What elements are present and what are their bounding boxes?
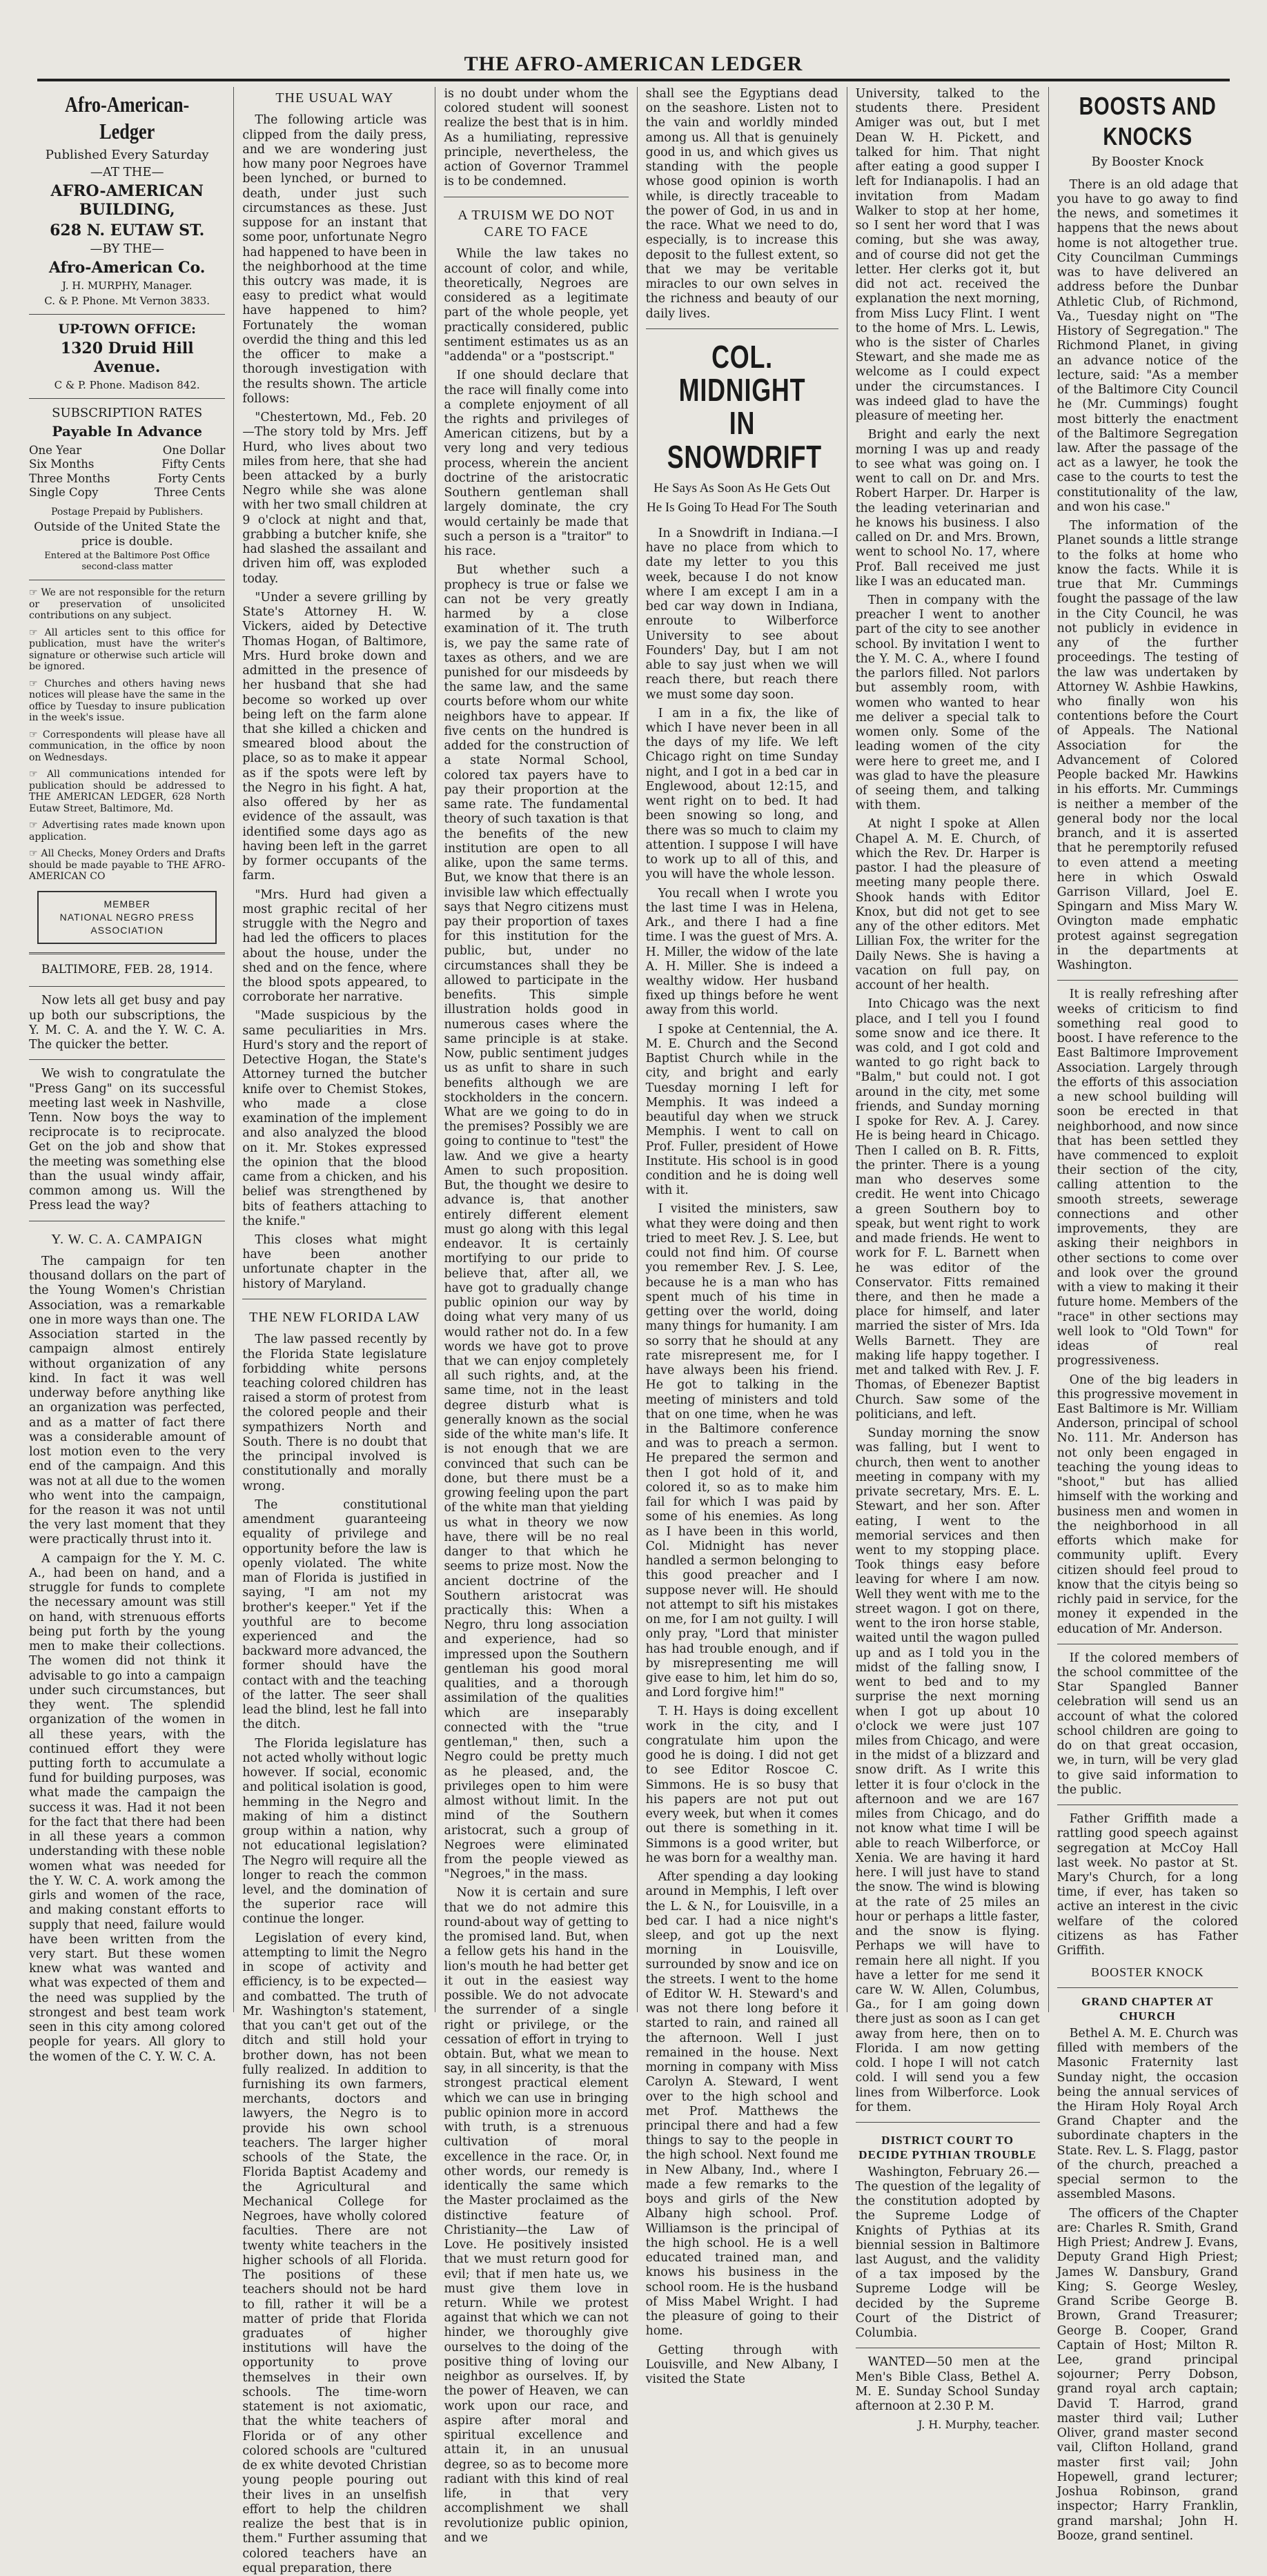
florida-para: The law passed recently by the Florida State legislature forbidding white persons teaching colored children has raised a storm of protest from the colored people and their sympathizers North and South. There is no doubt that the principal involved is constitutionally and morally wrong. <box>242 1333 427 1493</box>
florida-title: THE NEW FLORIDA LAW <box>249 1309 420 1325</box>
grand-chapter-title: GRAND CHAPTER AT CHURCH <box>1081 1995 1214 2023</box>
publisher-box <box>29 91 225 440</box>
notice-item: ☞ All communications intended for publication should be addressed to THE AMERICAN LEDGER, 628 North Eutaw Street, Baltimore, Md. <box>29 769 226 814</box>
truism-continued: shall see the Egyptians dead on the seashore. Listen not to the vain and worldly minded among us. All that is genuinely good in us, and which gives us standing with the people whose good opinion is worth while, is directly traceable to the power of God, in us and in the race. What we need to do, especially, is to increase this deposit to the fullest extent, so that we may be veritable miracles to our own selves in the richness and beauty of our daily lives. <box>645 87 838 321</box>
press-association-box: MEMBER NATIONAL NEGRO PRESS ASSOCIATION <box>37 891 217 944</box>
midnight-para: Then in company with the preacher I went to another part of the city to see another school. By invitation I went to the Y. M. C. A., where I found the parlors filled. Not parlors but assembly room, with women who wanted to hear me deliver a special talk to women only. Some of the leading women of the city were here to greet me, and I was glad to have the pleasure of seeing them, and talking with them. <box>855 593 1040 813</box>
boosts-para: It is really refreshing after weeks of criticism to find something real good to boost. I have reference to the East Baltimore Improvement Association. Largely through the efforts of this association a new school building will soon be erected in that neighborhood, and now since that has been settled they have commenced to exploit their section of the city, calling attention to the smooth streets, sewerage connections and other improvements, they are asking their neighbors in other sections to come over and look over the ground with a view to making it their future home. Members of the "race" in other sections may well look to "Old Town" for ideas of real progressiveness. <box>1057 987 1238 1368</box>
column-3 <box>435 87 637 2545</box>
chapter-para: Bethel A. M. E. Church was filled with members of the Masonic Fraternity last Sunday night, the occasion being the annual services of the Hiram Holy Royal Arch Grand Chapter and the subordinate chapters in the State. Rev. L. S. Flagg, pastor of the church, preached a special sermon to the assembled Masons. <box>1057 2026 1238 2202</box>
uptown-label: UP-TOWN OFFICE: <box>58 321 196 337</box>
notice-item: ☞ Advertising rates made known upon application. <box>29 820 226 843</box>
truism-para: But whether such a prophecy is true or false we can not be very greatly harmed by a close examination of it. The truth is, we pay the same rate of taxes as others, and we are punished for our misdeeds by the same law, and the same courts before whom our white neighbors have to appear. If five cents on the hundred is added for the construction of a state Normal School, colored tax payers have to pay their proportion at the same rate. The fundamental theory of such taxation is that the benefits of the new institution are open to all alike, upon the same terms. But, we know that there is an invisible law which effectually says that Negro citizens must pay their proportion of taxes for this institution for the public, but, under no circumstances shall they be allowed to participate in the benefits. This simple illustration holds good in numerous cases where the same principle is at stake. Now, public sentiment judges us as unfit to share in such benefits although we are stockholders in the concern. What are we going to do in the premises? Possibly we are going to continue to "test" the law. And we give a hearty Amen to such proposition. But, the thought we desire to advance is, that another entirely different element must go along with this legal endeavor. It is certainly mortifying to our pride to believe that, after all, we have got to gradually change public opinion our way by doing what very many of us would rather not do. In a few words we have got to prove that we can enjoy completely all such rights, and, at the same time, not in the least degree disturb what is generally known as the social side of the white man's life. It is not enough that we are convinced that such can be done, but there must be a growing feeling upon the part of the white man that yielding us what in theory we now have, there will be no real danger to that which he seems to prize most. Now the ancient doctrine of the Southern aristocrat was practically this: When a Negro, thru long association and experience, had so impressed upon the Southern gentleman his good moral qualities, and a thorough assimilation of the qualities which are inseparably connected with the "true gentleman," then, such a Negro could be pretty much as he pleased, and, the privileges open to him were almost without limit. In the mind of the Southern aristocrat, such a group of Negroes were eliminated from the people viewed as "Negroes," in the mass. <box>444 563 629 1882</box>
street-line: 628 N. EUTAW ST. <box>50 221 205 239</box>
rates-table <box>29 444 225 500</box>
florida-continued: is no doubt under whom the colored student will soonest realize the best that is in him. As a humiliating, repressive principle, nevertheless, the action of Governor Trammel is to be condemned. <box>444 87 629 189</box>
notice-item: ☞ All Checks, Money Orders and Drafts should be made payable to THE AFRO-AMERICAN CO <box>29 848 226 883</box>
midnight-title: COL. MIDNIGHT IN SNOWDRIFT <box>667 338 822 475</box>
pointing-hand-icon: ☞ <box>29 627 45 638</box>
masthead <box>37 28 1230 81</box>
midnight-subtitle: He Says As Soon As He Gets Out He Is Going To Head For The South <box>647 480 838 515</box>
florida-para: The Florida legislature has not acted wholly without logic however. If social, economic and political isolation is good, hemming in the Negro and making of him a distinct group within a nation, why not educational legislation? The Negro will require all the longer to reach the common level, and the domination of the superior race will continue the longer. <box>242 1736 427 1927</box>
building-line: AFRO-AMERICAN BUILDING, <box>50 181 204 219</box>
by-line: —BY THE— <box>90 242 164 257</box>
phone-line: C. & P. Phone. Mt Vernon 3833. <box>44 294 210 307</box>
chapter-para: The officers of the Chapter are: Charles R. Smith, Grand High Priest; Andrew J. Evans, Deputy Grand High Priest; James W. Dansbury, Grand King; S. George Wesley, Grand Scribe George B. Brown, Grand Treasurer; George B. Cooper, Grand Captain of Host; Milton R. Lee, grand principal sojourner; Perry Dobson, grand royal arch captain; David T. Harrod, grand master third vail; Luther Oliver, grand master second vail, Clifton Holland, grand master first vail; John Hopewell, grand lecturer; Joshua Robinson, grand inspector; Harry Franklin, grand marshal; John H. Booze, grand sentinel. <box>1057 2206 1238 2543</box>
pointing-hand-icon: ☞ <box>29 587 41 599</box>
editorial-para: Now lets all get busy and pay up both our subscriptions, the Y. M. C. A. and the Y. W. C. A. The quicker the better. <box>29 994 226 1052</box>
rate-row: Six Months Fifty Cents <box>29 458 226 471</box>
midnight-para: In a Snowdrift in Indiana.—I have no place from which to date my letter to you this week, because I do not know where I am except I am in a bed car way down in Indiana, enroute to Wilberforce University to see about Founders' Day, but I am not able to say just when we will reach there, but reach there we must some day soon. <box>645 526 838 702</box>
manager-line: J. H. MURPHY, Manager. <box>61 279 193 293</box>
florida-para: Legislation of every kind, attempting to limit the Negro in scope of activity and efficiency, is to be expected—and combatted. The truth of Mr. Washington's statement, that you can't get out of the ditch and still hold your brother down, has not been fully realized. In addition to furnishing its own farmers, merchants, doctors and lawyers, the Negro is to provide his own school teachers. The larger higher schools of the State, the Florida Baptist Academy and the Agricultural and Mechanical College for Negroes, have wholly colored faculties. There are not twenty white teachers in the higher schools of all Florida. The positions of these teachers should not be hard to fill, rather it will be a matter of pride that Florida graduates of higher institutions will have the opportunity to prove themselves in their own schools. The time-worn statement is not axiomatic, that the white teachers of Florida or of any other colored schools are "cultured de ex white devoted Christian young people pouring out their lives in an unselfish effort to help the children realize the best that is in them." Further assuming that colored teachers have an equal preparation, there <box>242 1931 427 2575</box>
midnight-para: T. H. Hays is doing excellent work in the city, and I congratulate him upon the good he is doing. I did not get to see Editor Roscoe C. Simmons. He is so busy that his papers are not put out every week, but when it comes out there is something in it. Simmons is a good writer, but he was born for a wealthy man. <box>645 1704 838 1865</box>
ywca-para: The campaign for ten thousand dollars on the part of the Young Women's Christian Association, was a remarkable one in more ways than one. The Association started in the campaign almost entirely without organization of any kind. In fact it was well underway before anything like an organization was perfected, and as a matter of fact there was a considerable amount of lost motion even to the very end of the campaign. And this was not at all due to the women who went into the campaign, for the reason it was not until the very last moment that they were practically thrust into it. <box>29 1255 226 1547</box>
usual-way-para: "Under a severe grilling by State's Attorney H. W. Vickers, aided by Detective Thomas Hogan, of Baltimore, Mrs. Hurd broke down and admitted in the presence of her husband that she had become so worked up over being left on the farm alone that she killed a chicken and smeared blood about the place, so as to make it appear as if the spots were left by the Negro in his fight. A hat, also offered by her as evidence of the assault, was identified some days ago as having been left in the garret by former occupants of the farm. <box>242 590 427 883</box>
published-line: Published Every Saturday <box>45 148 209 163</box>
columns <box>21 87 1246 2575</box>
midnight-para: Getting through with Louisville, and New Albany, I visited the State <box>645 2343 838 2386</box>
uptown-address: 1320 Druid Hill Avenue. <box>60 340 194 376</box>
usual-way-title: THE USUAL WAY <box>275 90 394 106</box>
notice-item: ☞ We are not responsible for the return or preservation of unsolicited contributions on any subject. <box>29 587 226 622</box>
masthead-title: THE AFRO-AMERICAN LEDGER <box>464 52 803 75</box>
pythian-para: Washington, February 26.—The question of the legality of the constitution adopted by the Supreme Lodge of Knights of Pythias at its biennial session in Baltimore last August, and the validity of a tax imposed by the Supreme Lodge will be decided by the Supreme Court of the District of Columbia. <box>855 2165 1040 2341</box>
notice-item: ☞ Correspondents will please have all communication, in the office by noon on Wednesdays. <box>29 729 226 763</box>
midnight-para: I am in a fix, the like of which I have never been in all the days of my life. We left Chicago right on time Sunday night, and I got in a bed car in Englewood, about 12:15, and went right on to bed. It had been snowing so long, and there was so much to claim my attention. I suppose I will have to work up to all of this, and you will have the whole lesson. <box>645 706 838 882</box>
pointing-hand-icon: ☞ <box>29 848 41 860</box>
column-4 <box>638 87 847 2386</box>
ywca-para: A campaign for the Y. M. C. A., had been on hand, and a struggle for funds to complete the necessary amount was still on hand, with strenuous efforts being put forth by the young men to make their collections. The women did not think it advisable to go into a campaign under such circumstances, but they went. The splendid organization of the women in all these years, with the continued effort they were putting forth to accumulate a fund for building purposes, was what made the campaign the success it was. Had it not been for the fact that there had been in all these years a common understanding with these noble women what was needed for the Y. W. C. A. work among the girls and women of the race, and making constant efforts to supply that need, failure would have been written from the very start. But these women knew what was wanted and what was expected of them and the need was supplied by the strongest and best team work seen in this city among colored people for years. All glory to the women of the C. Y. W. C. A. <box>29 1551 226 2064</box>
publisher-name: Afro-American-Ledger <box>65 92 190 144</box>
midnight-para: You recall when I wrote you the last time I was in Helena, Ark., and there I had a fine time. I was the guest of Mrs. A. H. Miller, the widow of the late A. H. Miller. She is indeed a wealthy widow. Her husband fixed up things before he went away from this world. <box>645 886 838 1018</box>
company-line: Afro-American Co. <box>48 259 206 277</box>
subscription-label: SUBSCRIPTION RATES <box>52 405 203 420</box>
wanted-notice: WANTED—50 men at the Men's Bible Class, Bethel A. M. E. Sunday School Sunday afternoon at 2.30 P. M. <box>855 2355 1040 2414</box>
notice-item: ☞ Churches and others having news notices will please have the same in the office by Tuesday to insure publication in the week's issue. <box>29 678 226 724</box>
midnight-para: I visited the ministers, saw what they were doing and then tried to meet Rev. J. S. Lee, but could not find him. Of course you remember Rev. J. S. Lee, because he is a man who has spent much of his time in getting over the world, doing many things for humanity. I am so sorry that he should at any rate misrepresent me, for I have always been his friend. He got to talking in the meeting of ministers and told that on one time, when he was in the Baltimore conference and was to preach a sermon. He prepared the sermon and then I got hold of it, and colored it, so as to make him fail for which I was paid by some of his enemies. As long as I have been in this world, Col. Midnight has never handled a sermon belonging to this good preacher and I suppose never will. He should not attempt to sift his mistakes on me, for I am not guilty. I will only pray, "Lord that minister has had trouble enough, and if by misrepresenting me will give ease to him, let him do so, and Lord forgive him!" <box>645 1202 838 1700</box>
rate-row: Single Copy Three Cents <box>29 485 226 499</box>
column-6 <box>1049 87 1246 2543</box>
pointing-hand-icon: ☞ <box>29 729 43 740</box>
pointing-hand-icon: ☞ <box>29 769 47 780</box>
midnight-para: Into Chicago was the next place, and I tell you I found some snow and ice there. It was cold, and I got cold and wanted to go right back to "Balm," but could not. I got around in the city, met some friends, and Sunday morning I spoke for Rev. A. J. Carey. He is being heard in Chicago. Then I called on B. R. Fitts, the printer. There is a young man who deserves some credit. He went into Chicago a green Southern boy to speak, but went right to work and made friends. He went to work for F. L. Barnett when he was editor of the Conservator. Fitts remained there, and then he made a place for himself, and later married the sister of Mrs. Ida Wells Barnett. They are making life happy together. I met and talked with Rev. J. F. Thomas, of Ebenezer Baptist Church. Saw some of the politicians, and left. <box>855 997 1040 1422</box>
pointing-hand-icon: ☞ <box>29 820 43 832</box>
midnight-para: After spending a day looking around in Memphis, I left over the L. & N., for Louisville, in a bed car. I had a nice night's sleep, and got up the next morning in Louisville, surrounded by snow and ice on the streets. I went to the home of Editor W. H. Steward's and was not there long before it started to rain, and rained all the afternoon. Well I just remained in the house. Next morning in company with Miss Carolyn A. Steward, I went over to the high school and met Prof. Matthews the principal there and had a few things to say to the people in the high school. Next found me in New Albany, Ind., where I made a few remarks to the boys and girls of the New Albany high school. Prof. Williamson is the principal of the high school. He is a well educated trained man, and knows his business in the school room. He is the husband of Miss Mabel Wright. I had the pleasure of going to their home. <box>645 1870 838 2339</box>
booster-knock-signoff: BOOSTER KNOCK <box>1091 1965 1204 1980</box>
payable-line: Payable In Advance <box>52 422 203 440</box>
outside-line: Outside of the United State the price is double. <box>34 520 221 549</box>
ywca-title: Y. W. C. A. CAMPAIGN <box>51 1231 204 1247</box>
midnight-continued: University, talked to the students there. President Amiger was out, but I met Dean W. H. Pickett, and talked for him. That night after eating a good supper I left for Indianapolis. I had an invitation from Madam Walker to stop at her home, so I sent her word that I was coming, but she was away, and of course did not get the letter. Her clerks got it, but did not act. received the explanation the next morning, from Miss Lucy Flint. I went to the home of Mrs. L. Lewis, who is the sister of Charles Stewart, and she made me as welcome as I could expect under the circumstances. I was indeed glad to have the pleasure of meeting her. <box>855 87 1040 424</box>
wanted-signoff: J. H. Murphy, teacher. <box>918 2418 1040 2432</box>
midnight-para: At night I spoke at Allen Chapel A. M. E. Church, of which the Rev. Dr. Harper is pastor. I had the pleasure of meeting many people there. Shook hands with Editor Knox, but did not get to see any of the other editors. Met Lillian Fox, the writer for the Daily News. She is having a vacation on full pay, on account of her health. <box>855 817 1040 993</box>
usual-way-para: This closes what might have been another unfortunate chapter in the history of Maryland. <box>242 1232 427 1291</box>
usual-way-para: "Chestertown, Md., Feb. 20—The story told by Mrs. Jeff Hurd, who lives about two miles from here, that she had been attacked by a burly Negro while she was alone with her two small children at 9 o'clock at night and that, grabbing a butcher knife, she had slashed the assailant and driven him off, was exploded today. <box>242 411 427 586</box>
usual-way-para: The following article was clipped from the daily press, and we are wondering just how many poor Negroes have been lynched, or burned to death, under just such circumstances as these. Just suppose for an instant that some poor, unfortunate Negro had happened to have been in the neighborhood at the time this outcry was made, it is easy to predict what would have happened to him? Fortunately the woman overdid the thing and this led the officer to make a thorough investigation with the results shown. The article follows: <box>242 113 427 406</box>
uptown-phone: C & P. Phone. Madison 842. <box>54 378 200 391</box>
truism-para: While the law takes no account of color, and while, theoretically, Negroes are considered as a legitimate part of the whole people, yet practically considered, public sentiment estimates us as an "addenda" or a "postscript." <box>444 247 629 364</box>
truism-para: Now it is certain and sure that we do not admire this round-about way of getting to the promised land. But, when a fellow gets his hand in the lion's mouth he had better get it out in the easiest way possible. We do not advocate the surrender of a single right or privilege, or the cessation of effort in trying to obtain. But, what we mean to say, in all sincerity, is that the strongest practical element which we can use in bringing public opinion more in accord with truth, is a strenuous cultivation of moral excellence in the race. Or, in other words, our remedy is identically the same which the Master proclaimed as the distinctive feature of Christianity—the Law of Love. He positively insisted that we must return good for evil; that if men hate us, we must give them love in return. While we protest against that which we can not hinder, we thoroughly give ourselves to the doing of the positive thing of loving our neighbor as ourselves. If, by the power of Heaven, we can work upon our race, and aspire after moral and spiritual excellence and attain it, in an unusual degree, so as to become more radiant with this kind of real life, in that very accomplishment we shall revolutionize public opinion, and we <box>444 1886 629 2545</box>
at-line: —AT THE— <box>90 165 164 180</box>
notice-item: ☞ All articles sent to this office for publication, must have the writer's signature or otherwise such article will be ignored. <box>29 627 226 673</box>
boosts-para: The information of the Planet sounds a little strange to the folks at home who know the facts. While it is true that Mr. Cummings fought the passage of the law in the City Council, he was not publicly in evidence in any of the further proceedings. The testing of the law was undertaken by Attorney W. Ashbie Hawkins, who finally won his contentions before the Court of Appeals. The National Association for the Advancement of Colored People backed Mr. Hawkins in his efforts. Mr. Cummings is neither a member of the general body nor the local branch, and it is asserted that he peremptorily refused to even attend a meeting here in which Oswald Garrison Villard, Joel E. Spingarn and Miss Mary W. Ovington made emphatic protest against segregation in the departments at Washington. <box>1057 519 1238 973</box>
column-2 <box>234 87 435 2575</box>
boosts-para: Father Griffith made a rattling good speech against segregation at McCoy Hall last week. No pastor at St. Mary's Church, for a long time, if ever, has taken so active an interest in the civic welfare of the colored citizens as has Father Griffith. <box>1057 1812 1238 1958</box>
dateline: BALTIMORE, FEB. 28, 1914. <box>41 962 213 976</box>
boosts-title: BOOSTS AND KNOCKS <box>1079 92 1217 150</box>
editorial-para: We wish to congratulate the "Press Gang" on its successful meeting last week in Nashville, Tenn. Now boys the way to reciprocate is to reciprocate. Get on the job and show that the meeting was something else than the usual windy affair, common among us. Will the Press lead the way? <box>29 1067 226 1213</box>
rate-row: Three Months Forty Cents <box>29 471 226 485</box>
boosts-para: If the colored members of the school committee of the Star Spangled Banner celebration will send us an account of what the colored school children are going to do on that great occasion, we, in turn, will be very glad to give said information to the public. <box>1057 1651 1238 1797</box>
usual-way-para: "Made suspicious by the same peculiarities in Mrs. Hurd's story and the report of Detective Hogan, the State's Attorney turned the butcher knife over to Chemist Stokes, who made a close examination of the implement and also analyzed the blood on it. Mr. Stokes expressed the opinion that the blood came from a chicken, and his belief was strengthened by bits of feathers attaching to the knife." <box>242 1009 427 1228</box>
truism-title: A TRUISM WE DO NOT CARE TO FACE <box>458 207 615 240</box>
pythian-title: DISTRICT COURT TO DECIDE PYTHIAN TROUBLE <box>858 2134 1037 2161</box>
truism-para: If one should declare that the race will finally come into a complete enjoyment of all the rights and privileges of American citizens, but by a very long and very tedious process, wherein the ancient doctrine of the aristocratic Southern gentleman shall largely dominate, the cry would certainly be made that such a person is a "traitor" to his race. <box>444 368 629 559</box>
midnight-para: I spoke at Centennial, the A. M. E. Church and the Second Baptist Church while in the city, and bright and early Tuesday morning I left for Memphis. It was indeed a beautiful day when we struck Memphis. I went to call on Prof. Fuller, president of Howe Institute. His school is in good condition and he is doing well with it. <box>645 1022 838 1198</box>
midnight-para: Sunday morning the snow was falling, but I went to church, then went to another meeting in company with my private secretary, Mrs. E. L. Stewart, and her son. After eating, I went to the memorial services and then went to my stopping place. Took things easy before leaving for where I am now. Well they went with me to the street wagon. I got on there, went to the iron horse stable, waited until the wagon pulled up and as I told you in the midst of the falling snow, I went to bed and to my surprise the next morning when I got up about 10 o'clock we were just 107 miles from Chicago, and were in the midst of a blizzard and snow drift. As I write this letter it is four o'clock in the afternoon and we are 167 miles from Chicago, and do not know what time I will be able to reach Wilberforce, or Xenia. We are having it hard here. I will just have to stand the snow. The wind is blowing at the rate of 25 miles an hour or perhaps a little faster, and the snow is flying. Perhaps we will have to remain here all night. If you have a letter for me send it care W. W. Allen, Columbus, Ga., for I am going down there just as soon as I can get away from here, then on to Florida. I am now getting cold. I hope I will not catch cold. I will send you a few lines from Wilberforce. Look for them. <box>855 1426 1040 2114</box>
entered-line: Entered at the Baltimore Post Office second-class matter <box>44 551 210 573</box>
florida-para: The constitutional amendment guaranteeing equality of privilege and opportunity before the law is openly violated. The white man of Florida is justified in saying, "I am not my brother's keeper." Yet if the youthful are to become experienced and the backward more advanced, the former should have the contact with and the teaching of the latter. The seer shall lead the blind, lest he fall into the ditch. <box>242 1497 427 1732</box>
pointing-hand-icon: ☞ <box>29 678 45 689</box>
usual-way-para: "Mrs. Hurd had given a most graphic recital of her struggle with the Negro and had led the officers to places about the house, under the shed and on the fence, where the blood spots appeared, to corroborate her narrative. <box>242 887 427 1005</box>
column-1 <box>21 87 234 2064</box>
boosts-para: There is an old adage that you have to go away to find the news, and sometimes it happens that the news about home is not altogether true. City Councilman Cummings was to have delivered an address before the Dunbar Athletic Club, of Richmond, Va., Tuesday night on "The History of Segregation." The Richmond Planet, in giving an advance notice of the lecture, said: "As a member of the Baltimore City Council he (Mr. Cummings) fought most bitterly the enactment of the Baltimore Segregation law. After the passage of the act as a lawyer, he took the case to the courts to test the constitutionality of the law, and won his case." <box>1057 177 1238 514</box>
boosts-byline: By Booster Knock <box>1091 154 1204 169</box>
rate-row: One Year One Dollar <box>29 444 226 458</box>
boosts-para: One of the big leaders in this progressive movement in East Baltimore is Mr. William Anderson, principal of school No. 111. Mr. Anderson has not only been engaged in teaching the young ideas to "shoot," but has allied himself with the working and business men and women in the neighborhood in all efforts which make for community uplift. Every citizen should feel proud to know that the cityis being so richly paid in service, for the money it expended in the education of Mr. Anderson. <box>1057 1373 1238 1636</box>
postage-line: Postage Prepaid by Publishers. <box>51 506 204 518</box>
column-5 <box>847 87 1049 2432</box>
midnight-para: Bright and early the next morning I was up and ready to see what was going on. I went to call on Dr. and Mrs. Robert Harper. Dr. Harper is the leading veterinarian and he knows his business. I also called on Dr. and Mrs. Brown, went to school No. 17, where Prof. Ball received me just like I was an educated man. <box>855 428 1040 589</box>
